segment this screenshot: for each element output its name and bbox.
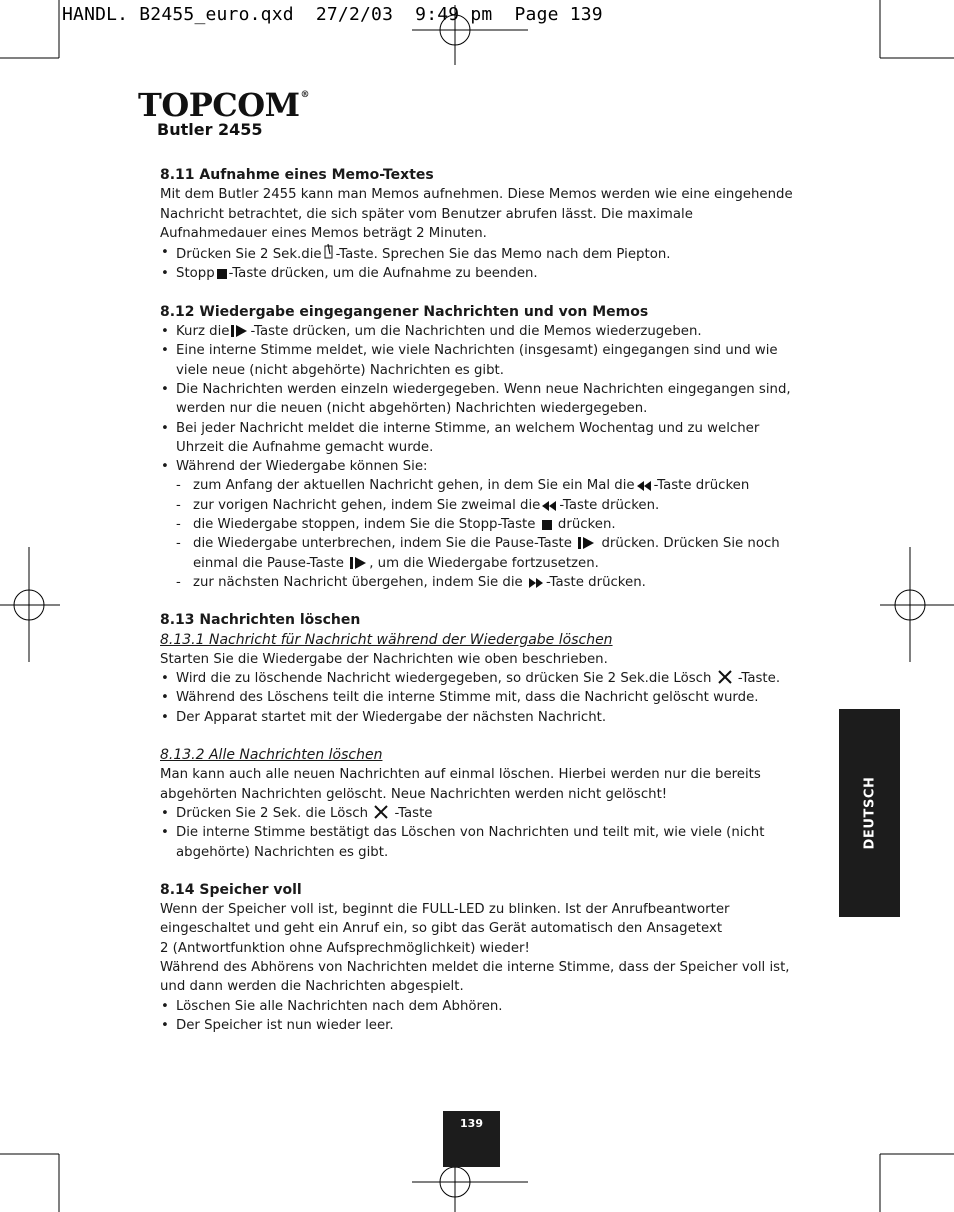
list-item: • Der Apparat startet mit der Wiedergabe der nächsten Nachricht. bbox=[160, 708, 800, 727]
text: -Taste. bbox=[737, 671, 781, 687]
paragraph-line: 2 (Antwortfunktion ohne Aufsprechmöglichkeit) wieder! bbox=[160, 940, 530, 956]
list-item: • Eine interne Stimme meldet, wie viele Nachrichten (insgesamt) eingegangen sind und wie viele neue (nicht abgehörte) Nachrichten es gibt. bbox=[160, 341, 800, 380]
text: zum Anfang der aktuellen Nachricht gehen, in dem Sie ein Mal die bbox=[193, 478, 635, 494]
paragraph-line: Wenn der Speicher voll ist, beginnt die FULL-LED zu blinken. Ist der Anrufbeantworter bbox=[160, 902, 730, 918]
text: Drücken Sie 2 Sek.die bbox=[176, 247, 322, 263]
page-number-box bbox=[443, 1111, 500, 1167]
text: , um die Wiedergabe fortzusetzen. bbox=[369, 555, 599, 571]
list-item: • Die interne Stimme bestätigt das Löschen von Nachrichten und teilt mit, wie viele (nicht abgehörte) Nachrichten es gibt. bbox=[160, 823, 800, 862]
list-item bbox=[160, 534, 800, 573]
text: drücken. bbox=[557, 517, 616, 533]
section-heading-8-13: 8.13 Nachrichten löschen bbox=[160, 612, 361, 629]
text: -Taste drücken bbox=[653, 478, 750, 494]
bullet-list bbox=[160, 669, 800, 727]
text: drücken. Drücken Sie noch einmal die Pause-Taste bbox=[193, 536, 780, 571]
language-label: DEUTSCH bbox=[862, 776, 877, 850]
list-item bbox=[160, 476, 800, 495]
section-heading-8-14: 8.14 Speicher voll bbox=[160, 881, 302, 898]
text: -Taste. Sprechen Sie das Memo nach dem Piepton. bbox=[335, 247, 671, 263]
delete-x-icon bbox=[718, 670, 732, 684]
list-item: • Während des Löschens teilt die interne Stimme mit, dass die Nachricht gelöscht wurde. bbox=[160, 688, 800, 707]
dash-list bbox=[160, 476, 800, 592]
text: -Taste bbox=[394, 805, 433, 821]
list-item: • Bei jeder Nachricht meldet die interne Stimme, an welchem Wochentag und zu welcher Uhrzeit die Aufnahme gemacht wurde. bbox=[160, 419, 800, 458]
text: die Wiedergabe unterbrechen, indem Sie die Pause-Taste bbox=[193, 536, 572, 552]
language-side-tab bbox=[839, 709, 900, 917]
paragraph: Man kann auch alle neuen Nachrichten auf einmal löschen. Hierbei werden nur die bereits abgehörten Nachrichten gelöscht. Neue Nachrichten werden nicht gelöscht! bbox=[160, 767, 761, 802]
subsection-heading-8-13-2: 8.13.2 Alle Nachrichten löschen bbox=[160, 747, 383, 764]
stop-square-icon bbox=[542, 520, 552, 530]
play-pause-icon bbox=[350, 557, 367, 569]
text: Stopp bbox=[176, 266, 215, 282]
subsection-heading-8-13-1: 8.13.1 Nachricht für Nachricht während der Wiedergabe löschen bbox=[160, 631, 613, 648]
stop-square-icon bbox=[217, 269, 227, 279]
paragraph: Während des Abhörens von Nachrichten meldet die interne Stimme, dass der Speicher voll ist, und dann werden die Nachrichten abgespielt. bbox=[160, 959, 790, 995]
section-heading-8-11: 8.11 Aufnahme eines Memo-Textes bbox=[160, 167, 434, 183]
list-item: • Löschen Sie alle Nachrichten nach dem Abhören. bbox=[160, 997, 800, 1016]
list-item: • Während der Wiedergabe können Sie: bbox=[160, 457, 800, 476]
bullet-list bbox=[160, 804, 800, 862]
play-pause-icon bbox=[578, 537, 595, 549]
text: zur nächsten Nachricht übergehen, indem Sie die bbox=[193, 574, 523, 590]
model-name: Butler 2455 bbox=[157, 120, 263, 139]
paragraph: Mit dem Butler 2455 kann man Memos aufnehmen. Diese Memos werden wie eine eingehende Nachricht betrachtet, die sich später vom Benutzer abrufen lässt. Die maximale Aufnahmedauer eines Memos beträgt 2 Minuten. bbox=[160, 187, 793, 241]
bullet-list bbox=[160, 322, 800, 476]
paragraph: Starten Sie die Wiedergabe der Nachrichten wie oben beschrieben. bbox=[160, 651, 608, 667]
text: -Taste drücken, um die Aufnahme zu beenden. bbox=[228, 266, 538, 282]
text: -Taste drücken, um die Nachrichten und die Memos wiederzugeben. bbox=[250, 324, 702, 340]
text: zur vorigen Nachricht gehen, indem Sie zweimal die bbox=[193, 497, 541, 513]
paragraph-line: eingeschaltet und geht ein Anruf ein, so gibt das Gerät automatisch den Ansagetext bbox=[160, 921, 723, 937]
registered-mark: ® bbox=[300, 90, 310, 100]
play-pause-icon bbox=[231, 325, 248, 337]
list-item bbox=[160, 515, 800, 534]
text: die Wiedergabe stoppen, indem Sie die Stopp-Taste bbox=[193, 517, 536, 533]
delete-x-icon bbox=[374, 805, 388, 819]
list-item bbox=[160, 264, 800, 283]
print-slug: HANDL. B2455_euro.qxd 27/2/03 9:49 pm Page 139 bbox=[62, 4, 603, 25]
bullet-list bbox=[160, 997, 800, 1036]
list-item: • Der Speicher ist nun wieder leer. bbox=[160, 1016, 800, 1035]
rewind-icon bbox=[542, 501, 557, 511]
page-content bbox=[160, 166, 800, 1035]
list-item bbox=[160, 243, 800, 264]
memo-key-icon bbox=[324, 243, 334, 260]
list-item bbox=[160, 573, 800, 592]
list-item bbox=[160, 322, 800, 341]
rewind-icon bbox=[637, 481, 652, 491]
list-item: • Die Nachrichten werden einzeln wiedergegeben. Wenn neue Nachrichten eingegangen sind, werden nur die neuen (nicht abgehörten) Nachrichten wiedergegeben. bbox=[160, 380, 800, 419]
text: Drücken Sie 2 Sek. die Lösch bbox=[176, 805, 369, 821]
fast-forward-icon bbox=[529, 578, 544, 588]
text: Kurz die bbox=[176, 324, 230, 340]
list-item bbox=[160, 496, 800, 515]
page-number: 139 bbox=[460, 1117, 483, 1130]
logo-text: TOPCOM bbox=[138, 86, 300, 124]
text: -Taste drücken. bbox=[559, 497, 660, 513]
section-heading-8-12: 8.12 Wiedergabe eingegangener Nachrichten und von Memos bbox=[160, 303, 649, 320]
bullet-list bbox=[160, 243, 800, 284]
list-item bbox=[160, 669, 800, 688]
text: Wird die zu löschende Nachricht wiedergegeben, so drücken Sie 2 Sek.die Lösch bbox=[176, 671, 712, 687]
text: -Taste drücken. bbox=[545, 574, 646, 590]
list-item bbox=[160, 804, 800, 823]
topcom-logo bbox=[138, 86, 309, 124]
